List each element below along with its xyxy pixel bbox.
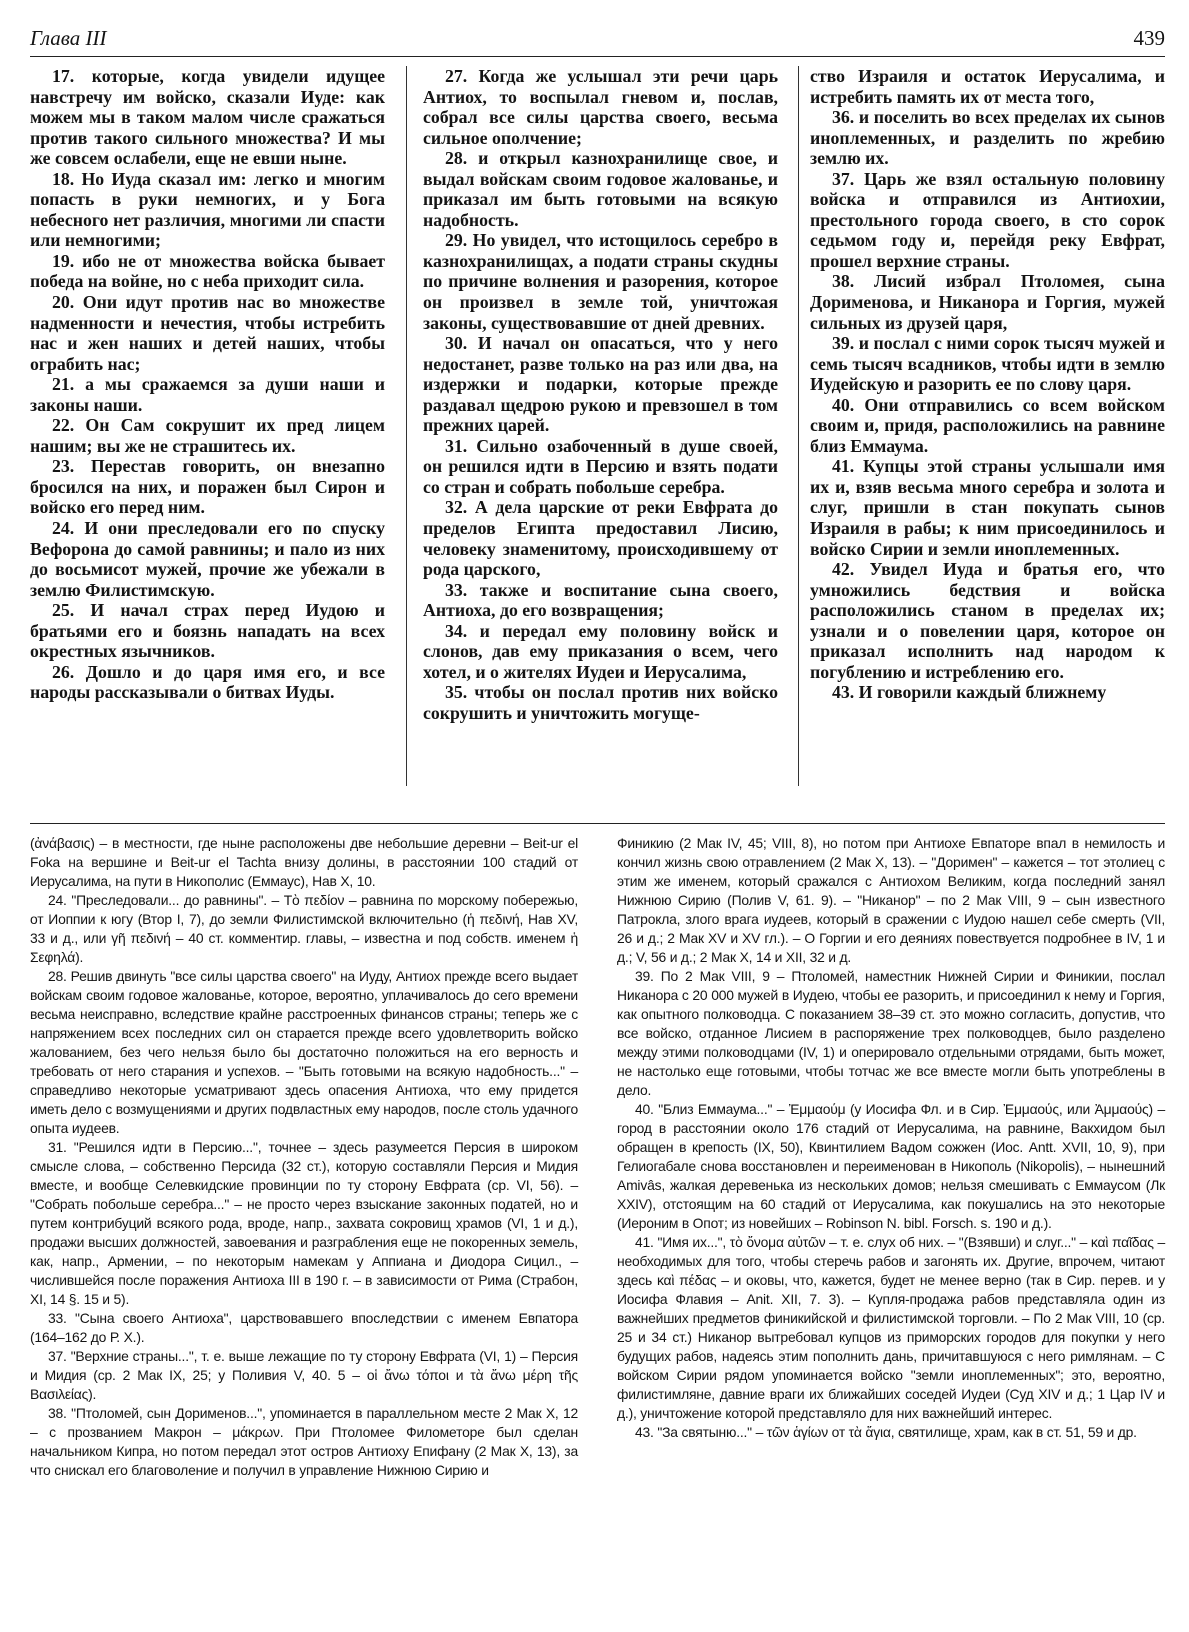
commentary-paragraph: 37. "Верхние страны...", т. е. выше лежащие по ту сторону Евфрата (VI, 1) – Персия и Мидия (ср. 2 Мак IX, 25; у Поливия V, 40. 5 – οἱ ἄνω τόποι и τὰ ἄνω μέρη τῆς Βασιλείας). [30, 1348, 578, 1402]
verse: 17. которые, когда увидели идущее навстречу им войско, сказали Иуде: как можем мы в таком малом числе сражаться против такого сильного множества? И мы же совсем ослабели, еще не евши ныне. [30, 66, 385, 169]
commentary-paragraph: 40. "Близ Еммаума..." – Ἐμμαούμ (у Иосифа Фл. и в Сир. Ἐμμαούς, или Ἀμμαούς) – город в расстоянии около 176 стадий от Иерусалима, на равнине, Вакхидом был обращен в крепость (IX, 50), Квинтилием Вадом сожжен (Иос. Antt. XVII, 10, 9), при Гелиогабале снова восстановлен и переименован в Никополь (Nikopolis), – нынешний Amivâs, жалкая деревенька из нескольких домов; нельзя смешивать с Еммаусом (Лк XXIV), отстоящим на 60 стадий от Иерусалима, как покушались на это некоторые (Иероним в Опот; из новейших – Robinson N. bibl. Forsch. s. 190 и д.). [617, 1101, 1165, 1231]
commentary-paragraph: 43. "За святыню..." – τῶν ἁγίων от τὰ ἅγια, святилище, храм, как в ст. 51, 59 и др. [635, 1424, 1137, 1440]
verse: 23. Перестав говорить, он внезапно бросился на них, и поражен был Сирон и войско его перед ним. [30, 456, 385, 518]
verse: 26. Дошло и до царя имя его, и все народы рассказывали о битвах Иуды. [30, 661, 385, 703]
column-divider [798, 66, 799, 786]
page-number: 439 [1133, 26, 1165, 50]
column-divider [406, 66, 407, 786]
commentary-paragraph: 33. "Сына своего Антиоха", царствовавшего впоследствии с именем Евпатора (164–162 до Р. X.). [30, 1310, 578, 1345]
verse: 31. Сильно озабоченный в душе своей, он решился идти в Персию и взять подати со стран и собрать побольше серебра. [423, 435, 778, 497]
verse: 43. И говорили каждый ближнему [832, 682, 1107, 703]
commentary-column-1 [30, 834, 578, 1624]
verse: 36. и поселить во всех пределах их сынов иноплеменных, и разделить по жребию землю их. [810, 107, 1165, 169]
verse: 41. Купцы этой страны услышали имя их и, взяв весьма много серебра и золота и слуг, пришли в стан покупать сынов Израиля в рабы; к ним присоединилось и войско Сирии и земли иноплеменных. [810, 456, 1165, 559]
scripture-column-3 [810, 66, 1165, 800]
verse: 18. Но Иуда сказал им: легко и многим попасть в руки немногих, и у Бога небесного нет различия, многими ли спасти или немногими; [30, 168, 385, 251]
verse: 37. Царь же взял остальную половину войска и отправился из Антиохии, престольного города своего, в сто сорок седьмом году и, перейдя реку Евфрат, прошел верхние страны. [810, 168, 1165, 271]
verse: 39. и послал с ними сорок тысяч мужей и семь тысяч всадников, чтобы идти в землю Иудейскую и разорить ее по слову царя. [810, 333, 1165, 395]
verse: 32. А дела царские от реки Евфрата до пределов Египта предоставил Лисию, человеку знаменитому, происходившему от рода царского, [423, 497, 778, 580]
commentary-paragraph: 31. "Решился идти в Персию...", точнее – здесь разумеется Персия в широком смысле слова, – собственно Персида (32 ст.), которую составляли Персия и Мидия вместе, и вообще Селевкидские провинции по ту сторону Евфрата (ср. VI, 56). – "Собрать побольше серебра..." – не просто через взыскание законных податей, но и путем контрибуций всякого рода, вроде, напр., захвата сокровищ храмов (VI, 1 и д.), продажи высших должностей, завоевания и разграбления еще не покоренных земель, как, напр., Армении, – по некоторым намекам у Аппиана и Диодора Сицил., – числившейся после поражения Антиоха III в 190 г. – в зависимости от Рима (Страбон, XI, 14 §. 15 и 5). [30, 1139, 578, 1307]
verse: 27. Когда же услышал эти речи царь Антиох, то воспылал гневом и, послав, собрал все силы царства своего, весьма сильное ополчение; [423, 66, 778, 148]
commentary-paragraph: (ἀνάβασις) – в местности, где ныне расположены две небольшие деревни – Beit-ur el Foka на вершине и Beit-ur el Tachta внизу долины, в расстоянии 100 стадий от Иерусалима, на пути в Никополис (Еммаус), Нав X, 10. [30, 835, 578, 889]
verse: 24. И они преследовали его по спуску Вефорона до самой равнины; и пало из них до восьмисот мужей, прочие же убежали в землю Филистимскую. [30, 518, 385, 600]
verse: 22. Он Сам сокрушит их пред лицем нашим; вы же не страшитесь их. [30, 415, 385, 456]
verse: 33. также и воспитание сына своего, Антиоха, до его возвращения; [423, 579, 778, 621]
verse: 25. И начал страх перед Иудою и братьями его и боязнь нападать на всех окрестных язычников. [30, 600, 385, 662]
commentary-paragraph: Финикию (2 Мак IV, 45; VIII, 8), но потом при Антиохе Евпаторе впал в немилость и кончил жизнь свою отравлением (2 Мак X, 13). – "Доримен" – кажется – тот этолиец с этим же именем, который сражался с Антиохом Великим, когда последний занял Нижнюю Сирию (Полив V, 61. 9). – "Никанор" – по 2 Мак VIII, 9 – сын известного Патрокла, злого врага иудеев, который в сражении с Иудою нашел себе смерть (VII, 26 и д.; 2 Мак XV и XV гл.). – О Горгии и его деяниях повествуется подробнее в IV, 1 и д.; V, 56 и д.; 2 Мак X, 14 и XII, 32 и д. [617, 835, 1165, 965]
commentary-text [30, 834, 1165, 1624]
verse: ство Израиля и остаток Иерусалима, и истребить память их от места того, [810, 66, 1165, 107]
verse: 28. и открыл казнохранилище свое, и выдал войскам своим годовое жалованье, и приказал им быть готовыми на всякую надобность. [423, 148, 778, 230]
verse: 30. И начал он опасаться, что у него недостанет, разве только на раз или два, на издержки и подарки, которые прежде раздавал щедрою рукою и превзошел в том прежних царей. [423, 333, 778, 436]
verse: 38. Лисий избрал Птоломея, сына Дорименова, и Никанора и Горгия, мужей сильных из друзей царя, [810, 271, 1165, 333]
verse: 40. Они отправились со всем войском своим и, придя, расположились на равнине близ Еммаума. [810, 394, 1165, 456]
commentary-paragraph: 28. Решив двинуть "все силы царства своего" на Иуду, Антиох прежде всего выдает войскам своим годовое жалованье, которое, вероятно, уплачивалось до сего времени весьма неисправно, вследствие крайне расстроенных финансов страны; теперь же с напряжением всех последних сил он старается прежде всего удовлетворить войско жалованием, без чего нельзя было бы достаточно положиться на его верность и требовать от него старания и успехов. – "Быть готовыми на всякую надобность..." – справедливо некоторые усматривают здесь опасения Антиоха, что ему придется иметь дело с возмущениями и других подвластных ему народов, после столь удачного опыта иудеев. [30, 968, 578, 1136]
commentary-paragraph: 24. "Преследовали... до равнины". – Τὸ πεδίον – равнина по морскому побережью, от Иоппии к югу (Втор I, 7), до земли Филистимской включительно (ἡ πεδινή, Нав XV, 33 и д., или γῆ πεδινή – 40 ст. комментир. главы, – известна и под собств. именем ἡ Σεφηλά). [30, 892, 578, 965]
scripture-text [30, 66, 1165, 800]
verse: 42. Увидел Иуда и братья его, что умножились бедствия и войска расположились станом в пределах их; узнали и о повелении царя, которое он приказал исполнить над народом к погублению и истреблению его. [810, 559, 1165, 682]
commentary-paragraph: 39. По 2 Мак VIII, 9 – Птоломей, наместник Нижней Сирии и Финикии, послал Никанора с 20 000 мужей в Иудею, чтобы ее разорить, и присоединил к нему и Горгия, как опытного полководца. С показанием 38–39 ст. это можно согласить, допустив, что все войско, отданное Лисием в распоряжение трех полководцев, было разделено между этими полководцами (IV, 1) и оперировало отдельными отрядами, быть может, не настолько еще готовыми, чтобы тотчас же все вместе могли быть употреблены в дело. [617, 968, 1165, 1098]
commentary-paragraph: 41. "Имя их...", τὸ ὄνομα αὐτῶν – т. е. слух об них. – "(Взявши) и слуг..." – καὶ παῖδας – необходимых для того, чтобы стеречь рабов и загонять их. Другие, впрочем, читают здесь καὶ πέδας – и оковы, что, кажется, будет не менее верно (так в Сир. перев. и у Иосифа Флавия – Anit. XII, 7. 3). – Купля-продажа рабов представляла один из важнейших предметов финикийской и филистимской торговли. – По 2 Мак VIII, 10 (ср. 25 и 34 ст.) Никанор вытребовал купцов из приморских городов для покупки у него будущих рабов, надеясь этим пополнить дань, причитавшуюся с него римлянам. – С войском Сирии рядом упоминается войско "земли иноплеменных"; это, вероятно, филистимляне, давние враги их ближайших соседей Иудеи (Суд XIV и д.; 1 Цар IV и д.), уничтожение которой представляло для них важнейший интерес. [617, 1234, 1165, 1421]
chapter-title: Глава III [30, 26, 107, 50]
commentary-column-2 [617, 834, 1165, 1624]
section-separator [30, 823, 1165, 824]
verse: 35. чтобы он послал против них войско сокрушить и уничтожить могуще- [423, 682, 778, 723]
verse: 19. ибо не от множества войска бывает победа на войне, но с неба приходит сила. [30, 250, 385, 292]
verse: 21. а мы сражаемся за души наши и законы наши. [30, 374, 385, 415]
page-header [30, 22, 1165, 57]
verse: 20. Они идут против нас во множестве надменности и нечестия, чтобы истребить нас и жен наших и детей наших, чтобы ограбить нас; [30, 292, 385, 374]
commentary-paragraph: 38. "Птоломей, сын Дорименов...", упоминается в параллельном месте 2 Мак X, 12 – с прозванием Макрон – μάκρων. При Птоломее Филометоре был сделан начальником Кипра, но потом передал этот остров Антиоху Епифану (2 Мак X, 13), за что снискал его благоволение и получил в управление Нижнюю Сирию и [30, 1405, 578, 1478]
verse: 29. Но увидел, что истощилось серебро в казнохранилищах, а подати страны скудны по причине волнения и разорения, которое он произвел в земле той, уничтожая законы, существовавшие от дней древних. [423, 230, 778, 333]
scripture-column-2 [423, 66, 778, 800]
scripture-column-1 [30, 66, 385, 800]
verse: 34. и передал ему половину войск и слонов, дав ему приказания о всем, чего хотел, и о жителях Иудеи и Иерусалима, [423, 620, 778, 682]
